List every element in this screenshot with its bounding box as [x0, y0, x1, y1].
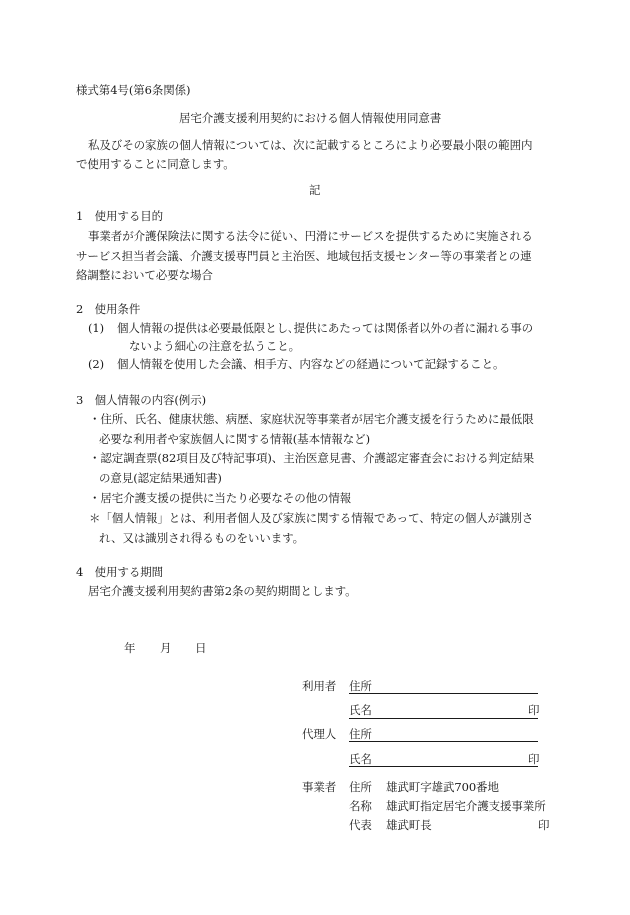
agent-seal-mark: 印 [528, 752, 540, 766]
date-day: 日 [195, 641, 207, 655]
document-title: 居宅介護支援利用契約における個人情報使用同意書 [179, 111, 442, 125]
date-month: 月 [160, 641, 172, 655]
section3-bullet2-line1: ・認定調査票(82項目及び特記事項)、主治医意見書、介護認定審査会における判定結果 [89, 451, 535, 465]
section3-heading: 3 個人情報の内容(例示) [76, 393, 206, 407]
provider-name-label: 名称 [349, 799, 372, 813]
agent-address-field[interactable] [349, 741, 538, 742]
agent-label: 代理人 [302, 727, 337, 741]
provider-rep-value: 雄武町長 [386, 818, 432, 832]
section4-line: 居宅介護支援利用契約書第2条の契約期間とします。 [88, 584, 357, 598]
section2-item2-line1: 個人情報を使用した会議、相手方、内容などの経過について記録すること。 [117, 357, 505, 371]
ki-marker: 記 [309, 183, 321, 197]
section1-line-2: サービス担当者会議、介護支援専門員と主治医、地域包括支援センター等の事業者との連 [76, 249, 532, 263]
section1-line-1: 事業者が介護保険法に関する法令に従い、円滑にサービスを提供するために実施される [88, 229, 533, 243]
section2-item2-num: (2) [88, 357, 104, 371]
section2-item1-line2: ないよう細心の注意を払うこと。 [129, 339, 300, 353]
user-label: 利用者 [302, 679, 337, 693]
user-name-label: 氏名 [349, 703, 372, 717]
provider-label: 事業者 [302, 780, 337, 794]
section1-heading: 1 使用する目的 [76, 209, 164, 223]
date-year: 年 [124, 641, 136, 655]
section3-bullet1-line1: ・住所、氏名、健康状態、病歴、家庭状況等事業者が居宅介護支援を行うために最低限 [89, 412, 534, 426]
section3-bullet1-line2: 必要な利用者や家族個人に関する情報(基本情報など) [99, 432, 370, 446]
provider-address-label: 住所 [349, 780, 372, 794]
user-address-field[interactable] [349, 693, 538, 694]
user-address-label: 住所 [349, 679, 372, 693]
section2-item1-num: (1) [88, 321, 104, 335]
section3-note-line1: ＊「個人情報」とは、利用者個人及び家族に関する情報であって、特定の個人が識別さ [89, 511, 534, 525]
section1-line-3: 絡調整において必要な場合 [76, 268, 213, 282]
agent-name-field[interactable] [349, 766, 538, 767]
provider-rep-label: 代表 [349, 818, 372, 832]
section4-heading: 4 使用する期間 [76, 565, 164, 579]
agent-address-label: 住所 [349, 727, 372, 741]
section2-heading: 2 使用条件 [76, 302, 141, 316]
form-number: 様式第4号(第6条関係) [76, 83, 191, 97]
user-seal-mark: 印 [528, 703, 540, 717]
provider-name-value: 雄武町指定居宅介護支援事業所 [386, 799, 546, 813]
intro-line-2: で使用することに同意します。 [76, 157, 235, 171]
provider-seal-mark: 印 [538, 818, 550, 832]
agent-name-label: 氏名 [349, 752, 372, 766]
section3-bullet2-line2: の意見(認定結果通知書) [99, 471, 222, 485]
section3-note-line2: れ、又は識別され得るものをいいます。 [99, 531, 304, 545]
user-name-field[interactable] [349, 718, 538, 719]
provider-address-value: 雄武町字雄武700番地 [386, 780, 499, 794]
section3-bullet3-line1: ・居宅介護支援の提供に当たり必要なその他の情報 [89, 491, 352, 505]
intro-line-1: 私及びその家族の個人情報については、次に記載するところにより必要最小限の範囲内 [88, 138, 533, 152]
section2-item1-line1: 個人情報の提供は必要最低限とし､提供にあたっては関係者以外の者に漏れる事の [117, 321, 534, 335]
